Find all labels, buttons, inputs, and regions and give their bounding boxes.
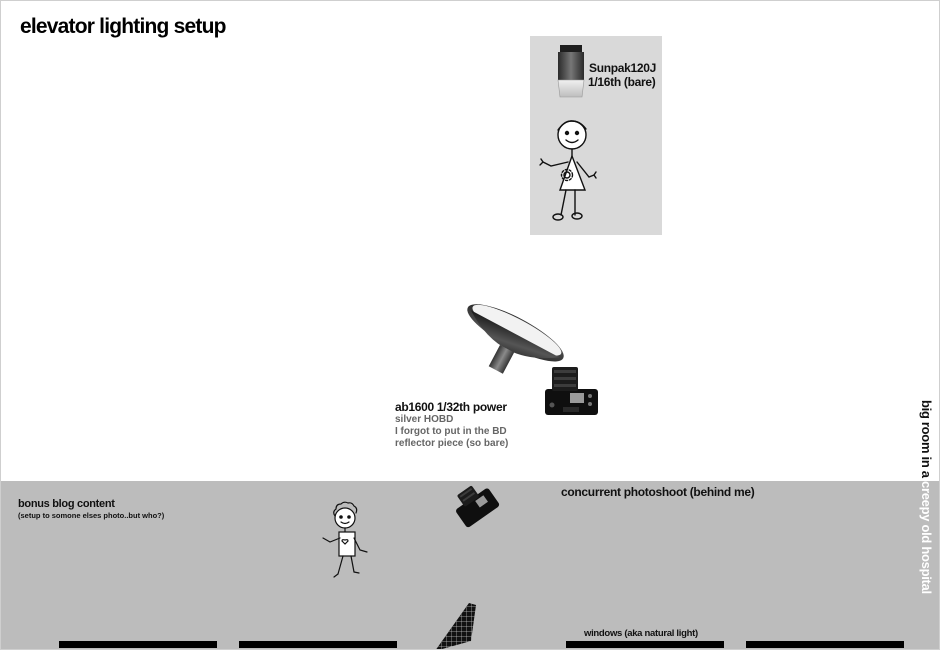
diagram-title: elevator lighting setup xyxy=(20,15,226,38)
flash-power-label: 1/16th (bare) xyxy=(588,75,656,89)
window-bar xyxy=(59,641,217,648)
concurrent-photoshoot-label: concurrent photoshoot (behind me) xyxy=(561,485,755,499)
main-camera-icon xyxy=(544,367,600,417)
flash-icon xyxy=(554,43,588,101)
bonus-title: bonus blog content xyxy=(18,498,115,510)
room-side-label xyxy=(915,400,937,600)
other-model-figure-icon xyxy=(319,502,373,580)
window-bar xyxy=(566,641,724,648)
other-camera-icon xyxy=(453,483,501,531)
bonus-subtitle: (setup to somone elses photo..but who?) xyxy=(18,511,165,520)
window-bar xyxy=(746,641,904,648)
model-figure-icon xyxy=(539,118,599,222)
windows-label: windows (aka natural light) xyxy=(584,628,698,639)
room-label-dark: big room in a xyxy=(919,400,934,482)
main-light-modifier: silver HOBD xyxy=(395,414,454,425)
main-light-label: ab1600 1/32th power xyxy=(395,400,507,414)
flash-name-label: Sunpak120J xyxy=(589,61,657,75)
main-light-note-2: reflector piece (so bare) xyxy=(395,438,509,449)
main-light-note-1: I forgot to put in the BD xyxy=(395,426,507,437)
softbox-icon xyxy=(431,601,479,650)
window-bar xyxy=(239,641,397,648)
room-label-light: creepy old hospital xyxy=(919,481,934,594)
